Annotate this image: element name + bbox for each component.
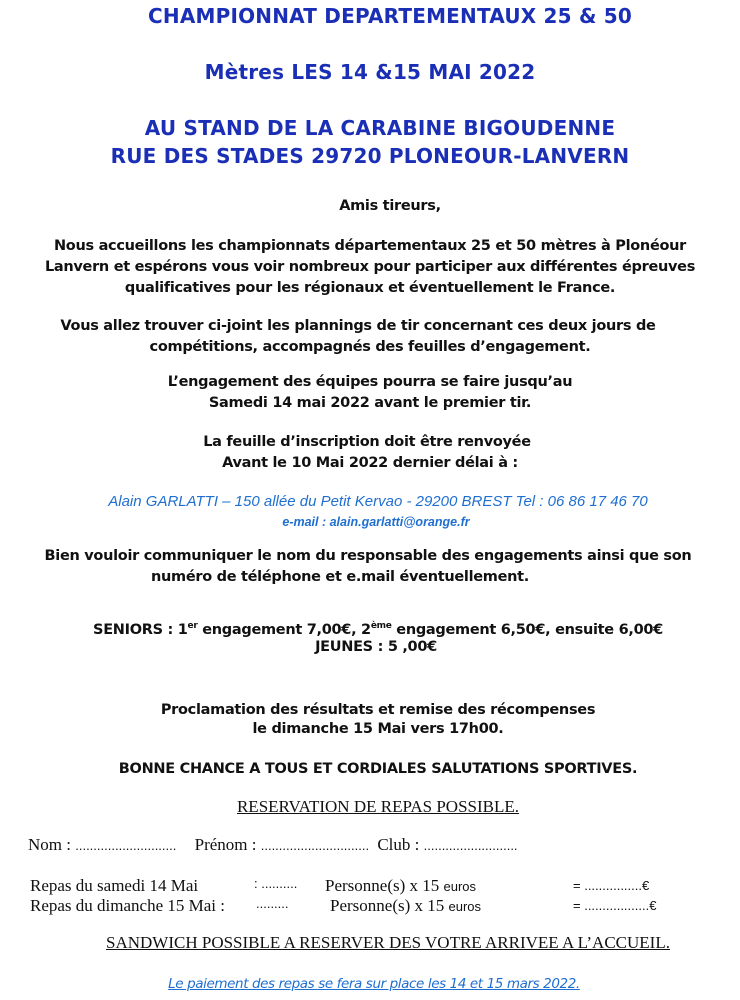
paragraph-line: La feuille d’inscription doit être renvoyée [203,434,531,450]
paragraph-line: Lanvern et espérons vous voir nombreux pour participer aux différentes épreuves [44,259,696,275]
meal-row-persons [330,896,481,916]
meal-row-persons [325,876,476,896]
header-line-1: CHAMPIONNAT DEPARTEMENTAUX 25 & 50 [148,4,632,28]
pricing-seniors [8,621,740,638]
persons-text: Personne(s) x 15 [330,896,445,915]
meal-row-label: Repas du samedi 14 Mai [30,876,199,895]
superscript: ème [370,621,392,631]
paragraph-line: Nous accueillons les championnats départementaux 25 et 50 mètres à Plonéour [53,238,687,254]
club-label: Club : [377,835,424,854]
paragraph-line: Samedi 14 mai 2022 avant le premier tir. [208,395,532,411]
meal-reservation-title: RESERVATION DE REPAS POSSIBLE. [236,797,520,816]
pricing-seniors-end: engagement 6,50€, ensuite 6,00€ [391,622,663,638]
paragraph-line: Bien vouloir communiquer le nom du responsable des engagements ainsi que son [44,548,692,564]
greeting: Amis tireurs, [339,198,441,214]
closing-salutation: BONNE CHANCE A TOUS ET CORDIALES SALUTATIONS SPORTIVES. [118,761,638,777]
nom-label: Nom : [28,835,76,854]
payment-notice: Le paiement des repas se fera sur place les 14 et 15 mars 2022. [168,976,580,992]
meal-row-label: Repas du dimanche 15 Mai : [30,896,225,915]
paragraph-line: numéro de téléphone et e.mail éventuellement. [150,569,529,585]
paragraph-line: compétitions, accompagnés des feuilles d’engagement. [149,339,591,355]
prenom-label: Prénom : [194,835,261,854]
persons-text: Personne(s) x 15 [325,876,440,895]
sandwich-notice: SANDWICH POSSIBLE A RESERVER DES VOTRE ARRIVEE A L’ACCUEIL. [106,933,670,952]
meal-row-count-field[interactable]: : .......... [254,876,298,891]
paragraph-line: qualificatives pour les régionaux et éventuellement le France. [124,280,616,296]
meal-row-count-field[interactable]: ......... [256,896,289,911]
identity-row [28,835,518,855]
pricing-seniors-label: SENIORS : 1 [93,622,188,638]
pricing-jeunes: JEUNES : 5 ,00€ [315,639,437,655]
meal-row-sunday [0,896,740,916]
paragraph-line: Proclamation des résultats et remise des récompenses [160,702,596,718]
contact-address: Alain GARLATTI – 150 allée du Petit Kervao - 29200 BREST Tel : 06 86 17 46 70 [108,493,648,510]
unit-text: euros [443,879,477,894]
contact-email[interactable]: e-mail : alain.garlatti@orange.fr [282,515,470,529]
header-line-2: Mètres LES 14 &15 MAI 2022 [204,60,536,84]
header-line-4: RUE DES STADES 29720 PLONEOUR-LANVERN [110,144,630,168]
club-field[interactable]: .......................... [423,838,518,853]
pricing-seniors-mid: engagement 7,00€, 2 [197,622,371,638]
meal-row-total-field[interactable]: = ..................€ [573,898,657,913]
prenom-field[interactable]: .............................. [260,838,370,853]
superscript: er [187,621,198,631]
nom-field[interactable]: ............................ [75,838,177,853]
unit-text: euros [448,899,482,914]
meal-row-total-field[interactable]: = ................€ [573,878,650,893]
paragraph-line: Avant le 10 Mai 2022 dernier délai à : [222,455,518,471]
meal-row-saturday [0,876,740,896]
paragraph-line: Vous allez trouver ci-joint les plannings de tir concernant ces deux jours de [60,318,656,334]
header-line-3: AU STAND DE LA CARABINE BIGOUDENNE [144,116,616,140]
paragraph-line: L’engagement des équipes pourra se faire jusqu’au [167,374,573,390]
paragraph-line: le dimanche 15 Mai vers 17h00. [252,721,504,737]
